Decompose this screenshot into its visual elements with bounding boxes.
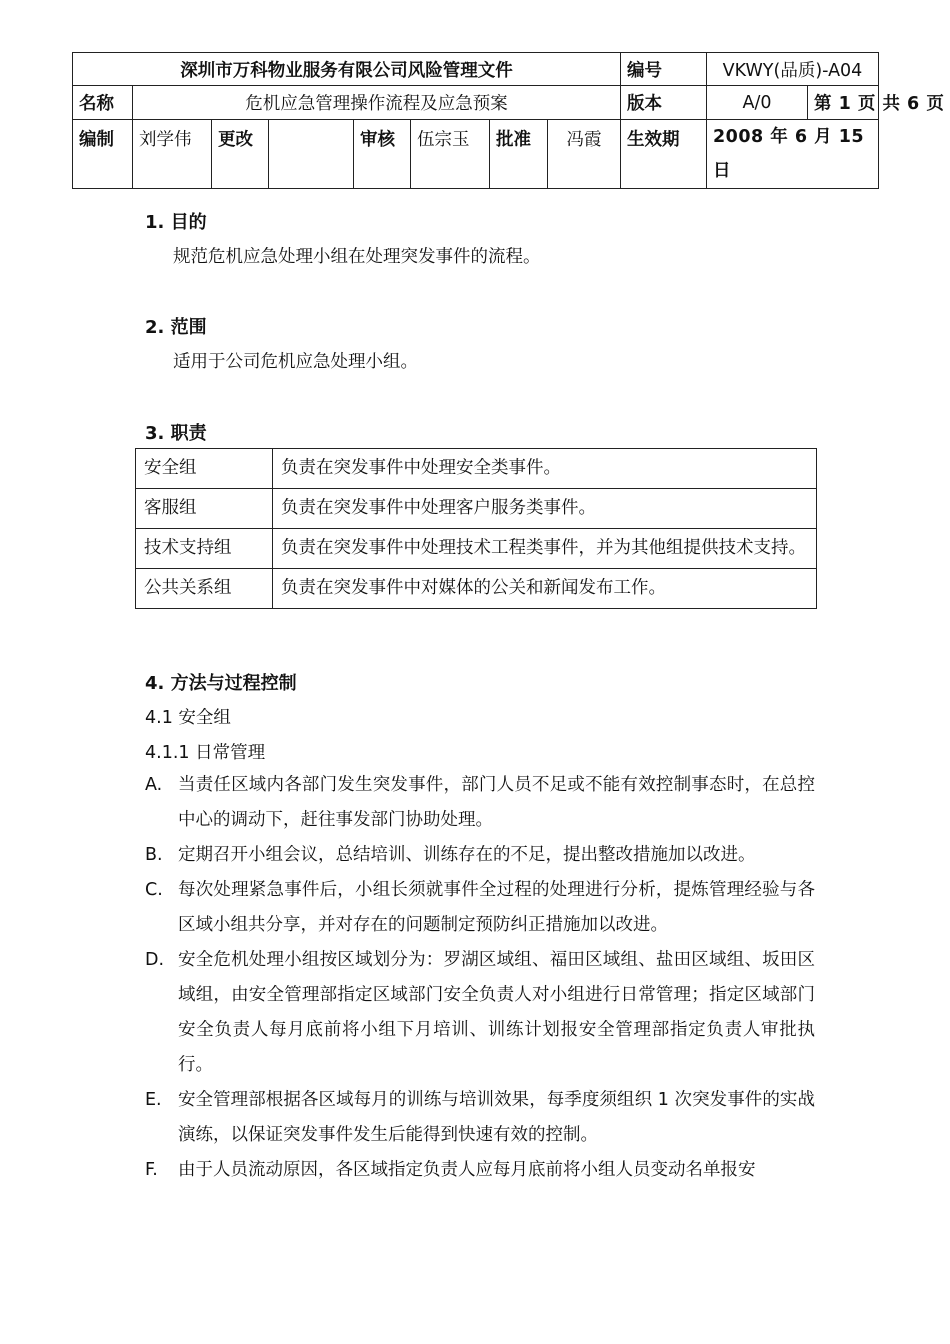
change-label: 更改 xyxy=(212,120,269,189)
compiled-label: 编制 xyxy=(73,120,133,189)
code-label: 编号 xyxy=(621,53,707,86)
subsection-4-1-1: 4.1.1 日常管理 xyxy=(145,743,266,763)
table-row xyxy=(136,529,817,569)
list-item xyxy=(145,873,815,943)
method-title: 4. 方法与过程控制 xyxy=(145,673,297,694)
header-table xyxy=(72,52,945,189)
item-label: F. xyxy=(145,1160,158,1180)
duty-desc: 负责在突发事件中对媒体的公关和新闻发布工作。 xyxy=(273,569,817,609)
list-item xyxy=(145,768,815,838)
duty-group: 安全组 xyxy=(136,449,273,489)
name-value: 危机应急管理操作流程及应急预案 xyxy=(133,86,621,120)
list-item xyxy=(145,1083,815,1153)
purpose-text: 规范危机应急处理小组在处理突发事件的流程。 xyxy=(173,247,541,267)
page-info: 第 1 页 共 6 页 xyxy=(814,94,945,114)
scope-text: 适用于公司危机应急处理小组。 xyxy=(173,352,418,372)
compiled-value: 刘学伟 xyxy=(133,120,212,189)
version-value: A/0 xyxy=(707,86,808,119)
version-page-cell xyxy=(707,86,945,120)
item-text: 每次处理紧急事件后，小组长须就事件全过程的处理进行分析，提炼管理经验与各区域小组共分享，并对存在的问题制定预防纠正措施加以改进。 xyxy=(178,880,815,935)
duty-table xyxy=(135,448,817,609)
code-value: VKWY(品质)-A04 xyxy=(707,53,879,86)
table-row xyxy=(136,569,817,609)
duty-desc: 负责在突发事件中处理安全类事件。 xyxy=(273,449,817,489)
duty-group: 公共关系组 xyxy=(136,569,273,609)
review-value: 伍宗玉 xyxy=(411,120,490,189)
scope-title: 2. 范围 xyxy=(145,317,207,338)
approve-value: 冯霞 xyxy=(548,120,621,189)
name-label: 名称 xyxy=(73,86,133,120)
item-text: 由于人员流动原因，各区域指定负责人应每月底前将小组人员变动名单报安 xyxy=(178,1160,756,1180)
item-text: 安全管理部根据各区域每月的训练与培训效果，每季度须组织 1 次突发事件的实战演练，以保证突发事件发生后能得到快速有效的控制。 xyxy=(178,1090,815,1145)
item-label: A. xyxy=(145,775,163,795)
change-value xyxy=(269,120,354,189)
item-text: 定期召开小组会议，总结培训、训练存在的不足，提出整改措施加以改进。 xyxy=(178,845,756,865)
item-text: 安全危机处理小组按区域划分为：罗湖区域组、福田区域组、盐田区域组、坂田区域组，由安全管理部指定区域部门安全负责人对小组进行日常管理；指定区域部门安全负责人每月底前将小组下月培训、训练计划报安全管理部指定负责人审批执行。 xyxy=(178,950,815,1075)
duty-desc: 负责在突发事件中处理技术工程类事件，并为其他组提供技术支持。 xyxy=(273,529,817,569)
list-item xyxy=(145,943,815,1083)
item-text: 当责任区域内各部门发生突发事件，部门人员不足或不能有效控制事态时，在总控中心的调动下，赶往事发部门协助处理。 xyxy=(178,775,815,830)
item-label: D. xyxy=(145,950,165,970)
purpose-title: 1. 目的 xyxy=(145,212,207,233)
approve-label: 批准 xyxy=(490,120,548,189)
effective-value: 2008 年 6 月 15 日 xyxy=(707,120,879,189)
item-label: C. xyxy=(145,880,163,900)
subsection-4-1: 4.1 安全组 xyxy=(145,708,231,728)
item-label: E. xyxy=(145,1090,162,1110)
doc-title: 深圳市万科物业服务有限公司风险管理文件 xyxy=(73,53,621,86)
item-label: B. xyxy=(145,845,163,865)
duty-title: 3. 职责 xyxy=(145,423,207,444)
document-header xyxy=(72,52,945,188)
table-row xyxy=(136,489,817,529)
version-label: 版本 xyxy=(621,86,707,120)
review-label: 审核 xyxy=(354,120,411,189)
list-item xyxy=(145,838,815,873)
duty-desc: 负责在突发事件中处理客户服务类事件。 xyxy=(273,489,817,529)
effective-label: 生效期 xyxy=(621,120,707,189)
duty-group: 客服组 xyxy=(136,489,273,529)
duty-group: 技术支持组 xyxy=(136,529,273,569)
list-item xyxy=(145,1153,815,1188)
table-row xyxy=(136,449,817,489)
